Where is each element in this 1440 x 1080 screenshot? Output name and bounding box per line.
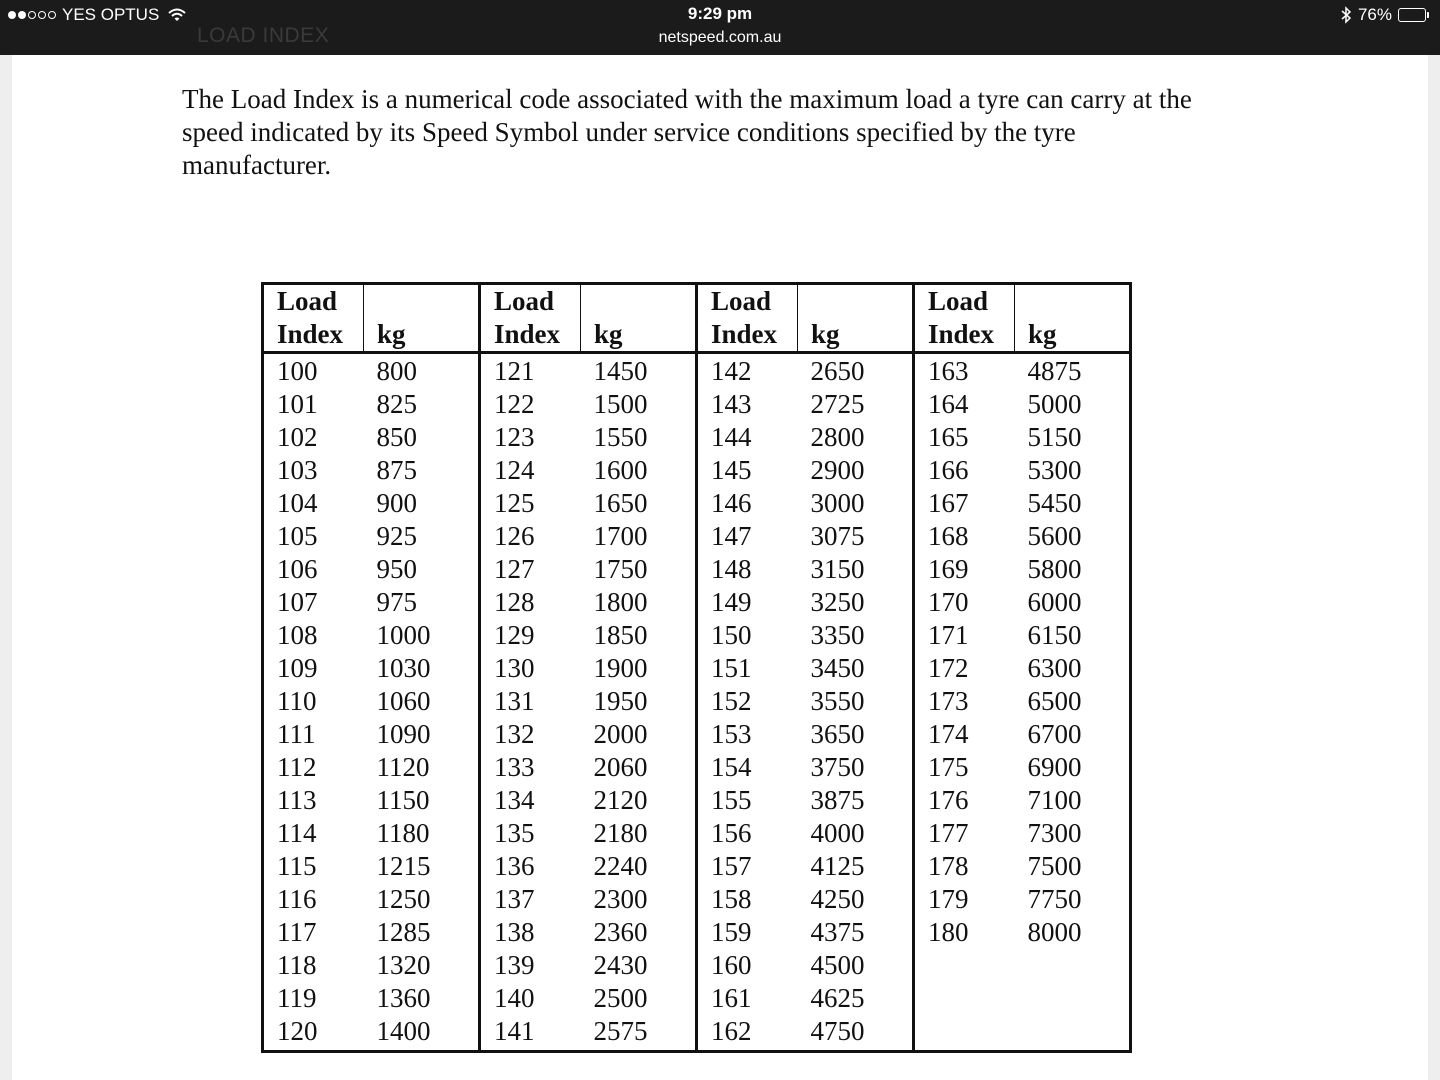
- table-row: [263, 982, 1131, 1015]
- header-load-label: Load: [711, 286, 772, 316]
- kg-cell: 7300: [1027, 818, 1082, 848]
- load-index-cell: 136: [480, 850, 581, 883]
- kg-cell: 4750: [810, 1016, 865, 1046]
- table-row: [263, 883, 1131, 916]
- load-index-cell: 135: [480, 817, 581, 850]
- kg-cell: 2180: [593, 818, 648, 848]
- load-index-cell: [914, 949, 1015, 982]
- load-index-cell: 119: [277, 983, 317, 1013]
- kg-cell: 1500: [593, 389, 648, 419]
- load-index-cell: 120: [277, 1016, 318, 1046]
- load-index-cell: 126: [480, 520, 581, 553]
- kg-cell: 4375: [810, 917, 865, 947]
- kg-cell: 5450: [1027, 488, 1082, 518]
- load-index-cell: 108: [277, 620, 318, 650]
- load-index-cell: 140: [480, 982, 581, 1015]
- header-index-label: Index: [277, 319, 344, 349]
- load-index-cell: 130: [480, 652, 581, 685]
- kg-cell: 2900: [810, 455, 865, 485]
- kg-cell: 2800: [810, 422, 865, 452]
- kg-cell: 2360: [593, 917, 648, 947]
- intro-line: The Load Index is a numerical code associated with the maximum load a tyre can carry at the: [182, 84, 1192, 114]
- load-index-cell: 161: [697, 982, 798, 1015]
- header-index-label: Index: [928, 319, 995, 349]
- load-index-cell: 125: [480, 487, 581, 520]
- kg-cell: 1120: [376, 752, 430, 782]
- kg-cell: 1900: [593, 653, 648, 683]
- load-index-cell: 103: [277, 455, 318, 485]
- kg-cell: 1285: [376, 917, 431, 947]
- header-kg: kg: [1015, 284, 1131, 353]
- table-row: [263, 652, 1131, 685]
- load-index-cell: 172: [914, 652, 1015, 685]
- table-row: [263, 1015, 1131, 1052]
- kg-cell: 7500: [1027, 851, 1082, 881]
- load-index-cell: 176: [914, 784, 1015, 817]
- kg-cell: 2000: [593, 719, 648, 749]
- kg-cell: 975: [376, 587, 417, 617]
- load-index-cell: 101: [277, 389, 318, 419]
- kg-cell: 6150: [1027, 620, 1082, 650]
- table-body: [263, 353, 1131, 1052]
- load-index-cell: 114: [277, 818, 317, 848]
- kg-cell: [1015, 949, 1131, 982]
- table-row: [263, 817, 1131, 850]
- table-row: [263, 850, 1131, 883]
- kg-cell: 1850: [593, 620, 648, 650]
- kg-cell: 800: [376, 356, 417, 386]
- header-load-label: Load: [277, 286, 338, 316]
- kg-cell: 5600: [1027, 521, 1082, 551]
- clock: 9:29 pm: [687, 4, 753, 23]
- battery-percent: 76%: [1357, 5, 1392, 24]
- load-index-cell: 150: [697, 619, 798, 652]
- bluetooth-icon: [1340, 6, 1352, 24]
- load-index-cell: 106: [277, 554, 318, 584]
- load-index-cell: 121: [480, 353, 581, 389]
- intro-paragraph: [182, 83, 1282, 182]
- load-index-cell: 113: [277, 785, 317, 815]
- load-index-cell: 166: [914, 454, 1015, 487]
- load-index-cell: 144: [697, 421, 798, 454]
- kg-cell: 1000: [376, 620, 431, 650]
- header-load-index: [697, 284, 798, 353]
- kg-cell: 6500: [1027, 686, 1082, 716]
- load-index-cell: 153: [697, 718, 798, 751]
- load-index-cell: 131: [480, 685, 581, 718]
- load-index-cell: 154: [697, 751, 798, 784]
- kg-cell: 3875: [810, 785, 865, 815]
- kg-cell: 5800: [1027, 554, 1082, 584]
- load-index-cell: 148: [697, 553, 798, 586]
- kg-cell: 4125: [810, 851, 865, 881]
- load-index-cell: 151: [697, 652, 798, 685]
- load-index-cell: 112: [277, 752, 317, 782]
- kg-cell: 1320: [376, 950, 431, 980]
- table-row: [263, 520, 1131, 553]
- table-row: [263, 353, 1131, 389]
- status-bar: [0, 0, 1440, 55]
- load-index-cell: 129: [480, 619, 581, 652]
- header-kg: kg: [581, 284, 697, 353]
- load-index-cell: 111: [277, 719, 316, 749]
- load-index-cell: 163: [914, 353, 1015, 389]
- load-index-cell: 124: [480, 454, 581, 487]
- load-index-cell: 169: [914, 553, 1015, 586]
- load-index-cell: 137: [480, 883, 581, 916]
- table-row: [263, 454, 1131, 487]
- load-index-cell: 165: [914, 421, 1015, 454]
- kg-cell: 3150: [810, 554, 865, 584]
- load-index-cell: 127: [480, 553, 581, 586]
- load-index-cell: 179: [914, 883, 1015, 916]
- load-index-cell: 156: [697, 817, 798, 850]
- kg-cell: 1180: [376, 818, 430, 848]
- load-index-cell: 145: [697, 454, 798, 487]
- intro-line: manufacturer.: [182, 150, 332, 180]
- kg-cell: [1015, 1015, 1131, 1052]
- kg-cell: 8000: [1027, 917, 1082, 947]
- kg-cell: 2240: [593, 851, 648, 881]
- load-index-cell: 132: [480, 718, 581, 751]
- load-index-cell: 118: [277, 950, 317, 980]
- kg-cell: 2500: [593, 983, 648, 1013]
- header-kg: kg: [364, 284, 480, 353]
- header-load-index: [914, 284, 1015, 353]
- load-index-cell: 173: [914, 685, 1015, 718]
- right-status: [1340, 4, 1432, 26]
- load-index-cell: 157: [697, 850, 798, 883]
- kg-cell: 3075: [810, 521, 865, 551]
- kg-cell: 1400: [376, 1016, 431, 1046]
- kg-cell: 1700: [593, 521, 648, 551]
- kg-cell: 4000: [810, 818, 865, 848]
- kg-cell: 1250: [376, 884, 431, 914]
- kg-cell: 1450: [593, 356, 648, 386]
- header-index-label: Index: [711, 319, 778, 349]
- load-index-cell: 175: [914, 751, 1015, 784]
- kg-cell: 7100: [1027, 785, 1082, 815]
- kg-cell: 2650: [810, 356, 865, 386]
- kg-cell: 4625: [810, 983, 865, 1013]
- kg-cell: 1600: [593, 455, 648, 485]
- kg-cell: 2060: [593, 752, 648, 782]
- load-index-cell: 152: [697, 685, 798, 718]
- kg-cell: 3250: [810, 587, 865, 617]
- kg-cell: 2300: [593, 884, 648, 914]
- load-index-cell: 134: [480, 784, 581, 817]
- load-index-cell: 167: [914, 487, 1015, 520]
- table-row: [263, 751, 1131, 784]
- load-index-cell: 159: [697, 916, 798, 949]
- header-load-index: [263, 284, 364, 353]
- load-index-cell: 158: [697, 883, 798, 916]
- kg-cell: 1090: [376, 719, 431, 749]
- load-index-table: [261, 282, 1132, 1053]
- header-index-label: Index: [494, 319, 561, 349]
- kg-cell: 7750: [1027, 884, 1082, 914]
- header-load-index: [480, 284, 581, 353]
- kg-cell: 2430: [593, 950, 648, 980]
- header-load-label: Load: [928, 286, 989, 316]
- document-page: [12, 55, 1428, 1080]
- kg-cell: 1650: [593, 488, 648, 518]
- kg-cell: 6700: [1027, 719, 1082, 749]
- load-index-cell: 122: [480, 388, 581, 421]
- kg-cell: 1060: [376, 686, 431, 716]
- kg-cell: 4875: [1027, 356, 1082, 386]
- load-index-cell: 146: [697, 487, 798, 520]
- load-index-cell: [914, 1015, 1015, 1052]
- table-row: [263, 685, 1131, 718]
- table-row: [263, 949, 1131, 982]
- kg-cell: 1360: [376, 983, 431, 1013]
- kg-cell: 2575: [593, 1016, 648, 1046]
- load-index-cell: 117: [277, 917, 317, 947]
- load-index-cell: 162: [697, 1015, 798, 1052]
- kg-cell: 5000: [1027, 389, 1082, 419]
- table-row: [263, 553, 1131, 586]
- load-index-cell: 168: [914, 520, 1015, 553]
- kg-cell: 5300: [1027, 455, 1082, 485]
- load-index-cell: 116: [277, 884, 317, 914]
- kg-cell: 6300: [1027, 653, 1082, 683]
- load-index-cell: 164: [914, 388, 1015, 421]
- load-index-cell: 180: [914, 916, 1015, 949]
- kg-cell: 1215: [376, 851, 431, 881]
- load-index-cell: 141: [480, 1015, 581, 1052]
- kg-cell: 3650: [810, 719, 865, 749]
- load-index-cell: 170: [914, 586, 1015, 619]
- load-index-cell: 149: [697, 586, 798, 619]
- load-index-cell: 133: [480, 751, 581, 784]
- header-load-label: Load: [494, 286, 555, 316]
- kg-cell: 2120: [593, 785, 648, 815]
- table-row: [263, 784, 1131, 817]
- header-kg: kg: [798, 284, 914, 353]
- load-index-cell: 139: [480, 949, 581, 982]
- load-index-cell: 160: [697, 949, 798, 982]
- load-index-cell: 109: [277, 653, 318, 683]
- intro-line: speed indicated by its Speed Symbol under service conditions specified by the tyre: [182, 117, 1076, 147]
- url-label[interactable]: netspeed.com.au: [658, 29, 782, 46]
- kg-cell: 1950: [593, 686, 648, 716]
- page-title-ghost: LOAD INDEX: [197, 24, 330, 47]
- load-index-cell: 105: [277, 521, 318, 551]
- kg-cell: [1015, 982, 1131, 1015]
- kg-cell: 900: [376, 488, 417, 518]
- load-index-cell: 142: [697, 353, 798, 389]
- load-index-cell: 171: [914, 619, 1015, 652]
- table-row: [263, 487, 1131, 520]
- load-index-cell: 143: [697, 388, 798, 421]
- load-index-cell: 104: [277, 488, 318, 518]
- kg-cell: 1030: [376, 653, 431, 683]
- table-row: [263, 388, 1131, 421]
- kg-cell: 850: [376, 422, 417, 452]
- load-index-cell: 178: [914, 850, 1015, 883]
- load-index-cell: 174: [914, 718, 1015, 751]
- load-index-cell: 147: [697, 520, 798, 553]
- table-row: [263, 586, 1131, 619]
- kg-cell: 4500: [810, 950, 865, 980]
- table-row: [263, 619, 1131, 652]
- carrier-name: YES OPTUS: [62, 5, 160, 24]
- kg-cell: 825: [376, 389, 417, 419]
- load-index-cell: 128: [480, 586, 581, 619]
- kg-cell: 5150: [1027, 422, 1082, 452]
- load-index-cell: 107: [277, 587, 318, 617]
- table-row: [263, 421, 1131, 454]
- load-index-cell: 155: [697, 784, 798, 817]
- kg-cell: 1150: [376, 785, 430, 815]
- kg-cell: 3750: [810, 752, 865, 782]
- kg-cell: 875: [376, 455, 417, 485]
- load-index-cell: 100: [277, 356, 318, 386]
- load-index-cell: [914, 982, 1015, 1015]
- load-index-cell: 102: [277, 422, 318, 452]
- kg-cell: 6900: [1027, 752, 1082, 782]
- kg-cell: 6000: [1027, 587, 1082, 617]
- table-row: [263, 718, 1131, 751]
- kg-cell: 3350: [810, 620, 865, 650]
- load-index-cell: 177: [914, 817, 1015, 850]
- kg-cell: 3550: [810, 686, 865, 716]
- kg-cell: 1750: [593, 554, 648, 584]
- load-index-cell: 115: [277, 851, 317, 881]
- battery-icon: [1398, 7, 1432, 23]
- load-index-cell: 138: [480, 916, 581, 949]
- kg-cell: 950: [376, 554, 417, 584]
- table-row: [263, 916, 1131, 949]
- kg-cell: 3000: [810, 488, 865, 518]
- kg-cell: 1550: [593, 422, 648, 452]
- kg-cell: 3450: [810, 653, 865, 683]
- table-header-row: [263, 284, 1131, 353]
- kg-cell: 4250: [810, 884, 865, 914]
- kg-cell: 1800: [593, 587, 648, 617]
- load-index-cell: 110: [277, 686, 317, 716]
- kg-cell: 2725: [810, 389, 865, 419]
- kg-cell: 925: [376, 521, 417, 551]
- load-index-cell: 123: [480, 421, 581, 454]
